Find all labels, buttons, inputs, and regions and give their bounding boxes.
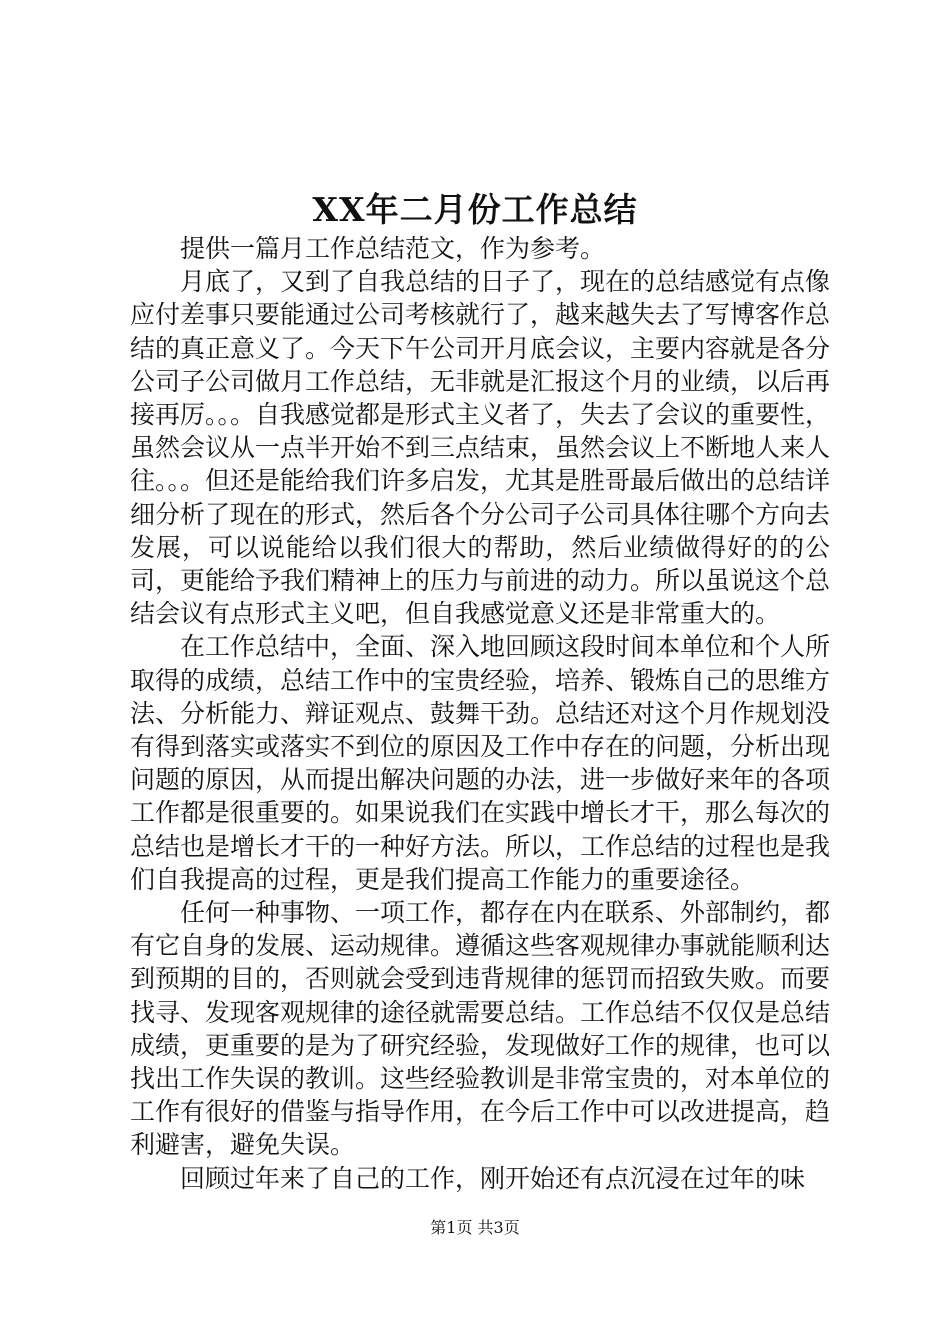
- page-number-footer: 第1页 共3页: [430, 1218, 520, 1237]
- paragraph-1: 月底了，又到了自我总结的日子了，现在的总结感觉有点像应付差事只要能通过公司考核就行了，越来越失去了写博客作总结的真正意义了。今天下午公司开月底会议，主要内容就是各分公司子公司做月工作总结，无非就是汇报这个月的业绩，以后再接再厉。。。自我感觉都是形式主义者了，失去了会议的重要性，虽然会议从一点半开始不到三点结束，虽然会议上不断地人来人往。。。但还是能给我们许多启发，尤其是胜哥最后做出的总结详细分析了现在的形式，然后各个分公司子公司具体往哪个方向去发展，可以说能给以我们很大的帮助，然后业绩做得好的的公司，更能给予我们精神上的压力与前进的动力。所以虽说这个总结会议有点形式主义吧，但自我感觉意义还是非常重大的。: [130, 267, 831, 629]
- paragraph-2: 在工作总结中，全面、深入地回顾这段时间本单位和个人所取得的成绩，总结工作中的宝贵经验，培养、锻炼自己的思维方法、分析能力、辩证观点、鼓舞干劲。总结还对这个月作规划没有得到落实或落实不到位的原因及工作中存在的问题，分析出现问题的原因，从而提出解决问题的办法，进一步做好来年的各项工作都是很重要的。如果说我们在实践中增长才干，那么每次的总结也是增长才干的一种好方法。所以，工作总结的过程也是我们自我提高的过程，更是我们提高工作能力的重要途径。: [130, 632, 831, 894]
- document-title: XX年二月份工作总结: [312, 190, 638, 229]
- document-body: [130, 232, 830, 1195]
- paragraph-intro: 提供一篇月工作总结范文，作为参考。: [180, 234, 606, 263]
- paragraph-3: 任何一种事物、一项工作，都存在内在联系、外部制约，都有它自身的发展、运动规律。遵循这些客观规律办事就能顺利达到预期的目的，否则就会受到违背规律的惩罚而招致失败。而要找寻、发现客观规律的途径就需要总结。工作总结不仅仅是总结成绩，更重要的是为了研究经验，发现做好工作的规律，也可以找出工作失误的教训。这些经验教训是非常宝贵的，对本单位的工作有很好的借鉴与指导作用，在今后工作中可以改进提高，趋利避害，避免失误。: [130, 898, 831, 1160]
- paragraph-4: 回顾过年来了自己的工作，刚开始还有点沉浸在过年的味: [180, 1163, 806, 1193]
